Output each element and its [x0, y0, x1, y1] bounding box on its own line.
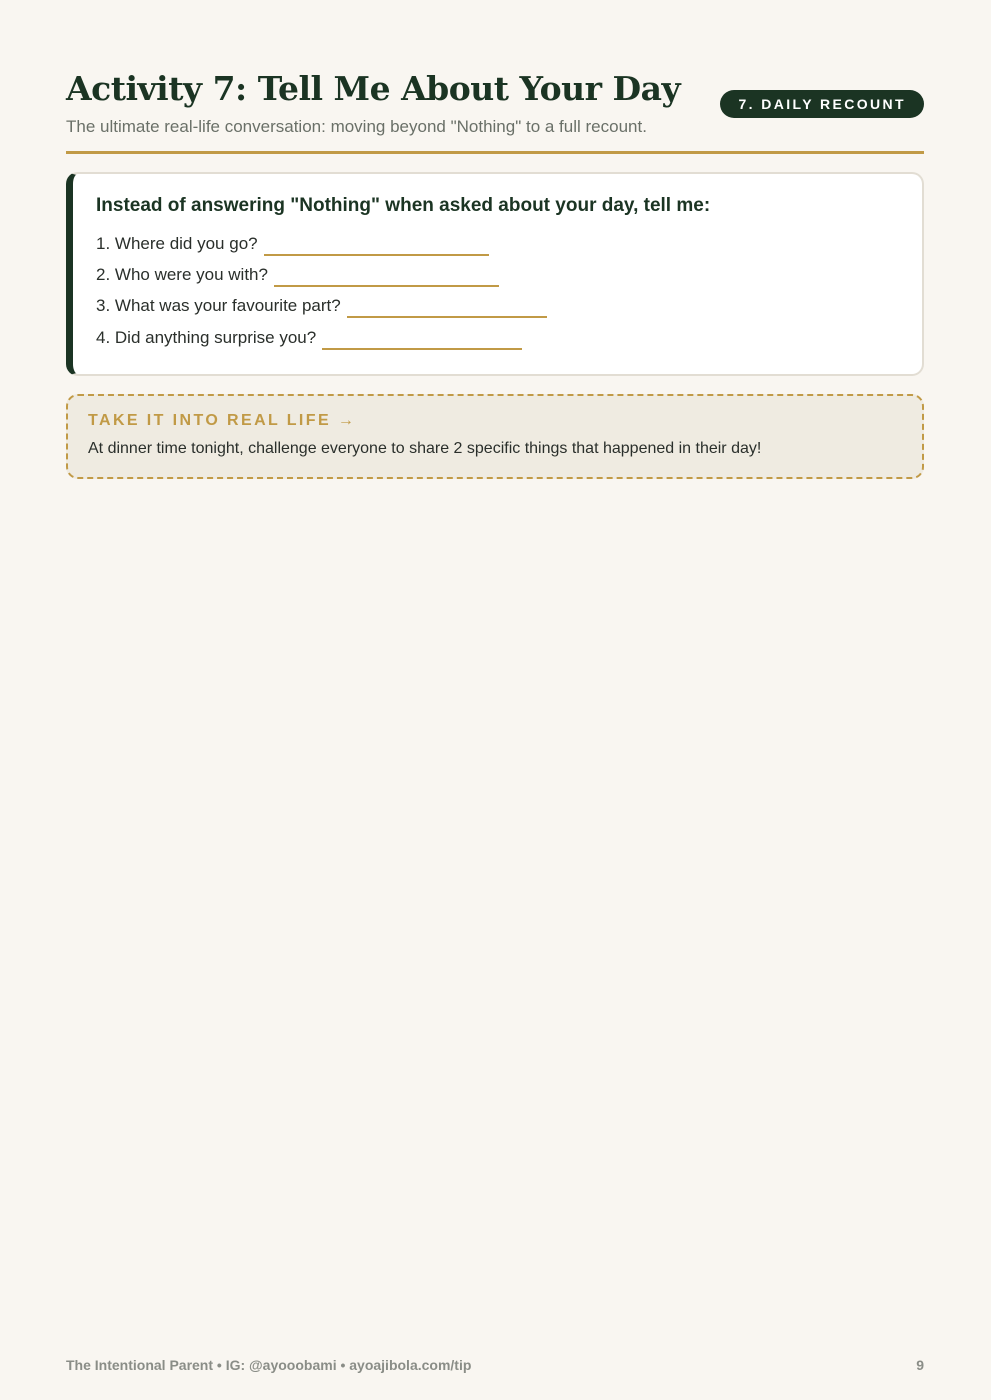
answer-blank-line[interactable]	[347, 316, 547, 318]
footer-credits: The Intentional Parent • IG: @ayooobami • ayoajibola.com/tip	[66, 1357, 472, 1373]
prompt-card	[66, 172, 924, 376]
page-number: 9	[916, 1357, 924, 1373]
page-footer	[66, 1355, 924, 1375]
prompt-heading: Instead of answering "Nothing" when asked about your day, tell me:	[96, 195, 711, 216]
question-text: 2. Who were you with?	[96, 265, 268, 284]
question-item	[96, 229, 489, 255]
real-life-tip-box	[66, 394, 924, 479]
question-text: 4. Did anything surprise you?	[96, 328, 317, 347]
question-item	[96, 260, 499, 286]
question-text: 1. Where did you go?	[96, 234, 258, 253]
question-item	[96, 323, 522, 349]
page-header	[66, 68, 924, 154]
answer-blank-line[interactable]	[264, 254, 489, 256]
worksheet-page	[66, 0, 924, 1400]
answer-blank-line[interactable]	[274, 285, 499, 287]
answer-blank-line[interactable]	[322, 348, 522, 350]
section-badge: 7. DAILY RECOUNT	[720, 90, 924, 118]
tip-label: TAKE IT INTO REAL LIFE →	[88, 412, 357, 429]
page-title: Activity 7: Tell Me About Your Day	[66, 69, 681, 108]
page-subtitle: The ultimate real-life conversation: moving beyond "Nothing" to a full recount.	[66, 117, 647, 136]
tip-text: At dinner time tonight, challenge everyone to share 2 specific things that happened in their day!	[88, 440, 762, 457]
question-text: 3. What was your favourite part?	[96, 296, 341, 315]
question-item	[96, 291, 547, 317]
